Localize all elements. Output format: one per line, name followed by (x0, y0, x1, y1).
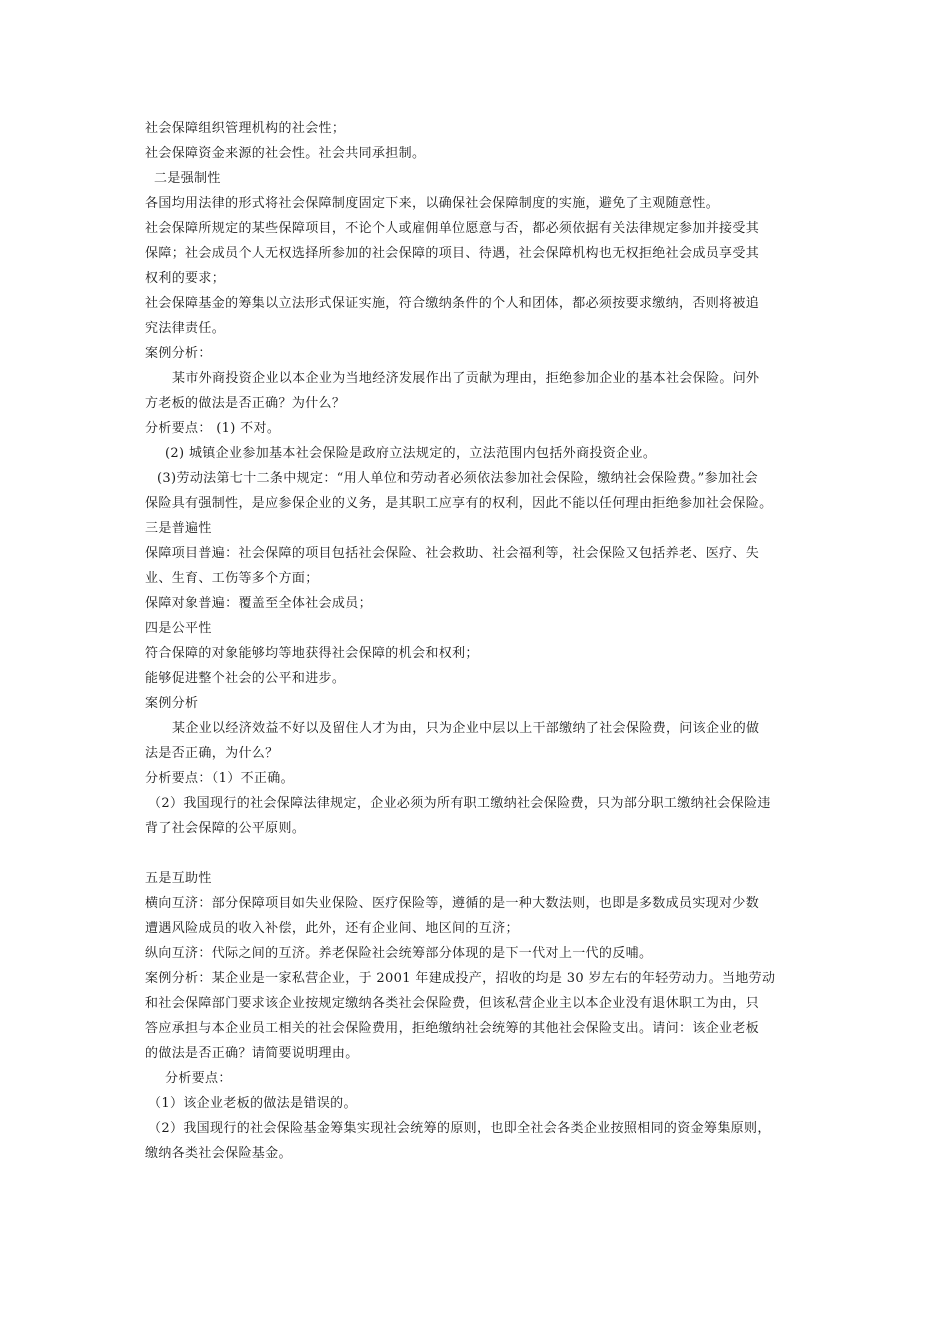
section-heading: 四是公平性 (145, 621, 212, 636)
case-heading: 案例分析： (145, 346, 212, 361)
text-line: 某企业以经济效益不好以及留住人才为由，只为企业中层以上干部缴纳了社会保险费，问该企业的做 (172, 721, 760, 736)
text-line: 究法律责任。 (145, 321, 226, 336)
analysis-heading: 分析要点：（1）不正确。 (145, 771, 294, 786)
text-line: 法是否正确，为什么？ (145, 746, 279, 761)
text-line: 案例分析：某企业是一家私营企业，于 2001 年建成投产，招收的均是 30 岁左右的年轻劳动力。当地劳动 (145, 971, 776, 986)
analysis-heading: 分析要点： (1) 不对。 (145, 421, 281, 436)
text-line: 背了社会保障的公平原则。 (145, 821, 306, 836)
text-line: （2）我国现行的社会保险基金筹集实现社会统筹的原则，也即全社会各类企业按照相同的资金筹集原则， (148, 1121, 771, 1136)
text-line: （1）该企业老板的做法是错误的。 (148, 1096, 357, 1111)
text-line: 答应承担与本企业员工相关的社会保险费用，拒绝缴纳社会统筹的其他社会保险支出。请问：该企业老板 (145, 1021, 760, 1036)
text-line: (2) 城镇企业参加基本社会保险是政府立法规定的，立法范围内包括外商投资企业。 (165, 446, 657, 461)
text-line: 业、生育、工伤等多个方面； (145, 571, 319, 586)
text-line: 符合保障的对象能够均等地获得社会保障的机会和权利； (145, 646, 479, 661)
text-line: 社会保障基金的筹集以立法形式保证实施，符合缴纳条件的个人和团体，都必须按要求缴纳，否则将被追 (145, 296, 760, 311)
text-line: 遭遇风险成员的收入补偿，此外，还有企业间、地区间的互济； (145, 921, 519, 936)
text-line: (3)劳动法第七十二条中规定：“用人单位和劳动者必须依法参加社会保险，缴纳社会保险费。”参加社会 (157, 471, 759, 486)
text-line: 各国均用法律的形式将社会保障制度固定下来，以确保社会保障制度的实施，避免了主观随意性。 (145, 196, 720, 211)
text-line: 某市外商投资企业以本企业为当地经济发展作出了贡献为理由，拒绝参加企业的基本社会保险。问外 (172, 371, 760, 386)
text-line: 保障；社会成员个人无权选择所参加的社会保障的项目、待遇，社会保障机构也无权拒绝社会成员享受其 (145, 246, 760, 261)
text-line: 横向互济：部分保障项目如失业保险、医疗保险等，遵循的是一种大数法则，也即是多数成员实现对少数 (145, 896, 760, 911)
text-line: 缴纳各类社会保险基金。 (145, 1146, 292, 1161)
text-line: 权利的要求； (145, 271, 226, 286)
text-line: 能够促进整个社会的公平和进步。 (145, 671, 346, 686)
blank-line (145, 841, 810, 866)
text-line: 保障项目普遍：社会保障的项目包括社会保险、社会救助、社会福利等，社会保险又包括养老、医疗、失 (145, 546, 760, 561)
section-heading: 三是普遍性 (145, 521, 212, 536)
text-line: 的做法是否正确？请简要说明理由。 (145, 1046, 359, 1061)
text-line: 方老板的做法是否正确？为什么？ (145, 396, 346, 411)
text-line: 社会保障组织管理机构的社会性； (145, 121, 346, 136)
text-line: 社会保障所规定的某些保障项目，不论个人或雇佣单位愿意与否，都必须依据有关法律规定参加并接受其 (145, 221, 760, 236)
text-line: 纵向互济：代际之间的互济。养老保险社会统筹部分体现的是下一代对上一代的反哺。 (145, 946, 653, 961)
analysis-heading: 分析要点： (165, 1071, 232, 1086)
case-heading: 案例分析 (145, 696, 199, 711)
text-line: 和社会保障部门要求该企业按规定缴纳各类社会保险费，但该私营企业主以本企业没有退休职工为由，只 (145, 996, 760, 1011)
text-line: （2）我国现行的社会保障法律规定，企业必须为所有职工缴纳社会保险费，只为部分职工缴纳社会保险违 (148, 796, 771, 811)
text-line: 保险具有强制性，是应参保企业的义务，是其职工应享有的权利，因此不能以任何理由拒绝参加社会保险。 (145, 496, 773, 511)
document-body (145, 116, 810, 1166)
section-heading: 五是互助性 (145, 871, 212, 886)
section-heading: 二是强制性 (154, 171, 221, 186)
text-line: 保障对象普遍：覆盖至全体社会成员； (145, 596, 372, 611)
text-line: 社会保障资金来源的社会性。社会共同承担制。 (145, 146, 426, 161)
